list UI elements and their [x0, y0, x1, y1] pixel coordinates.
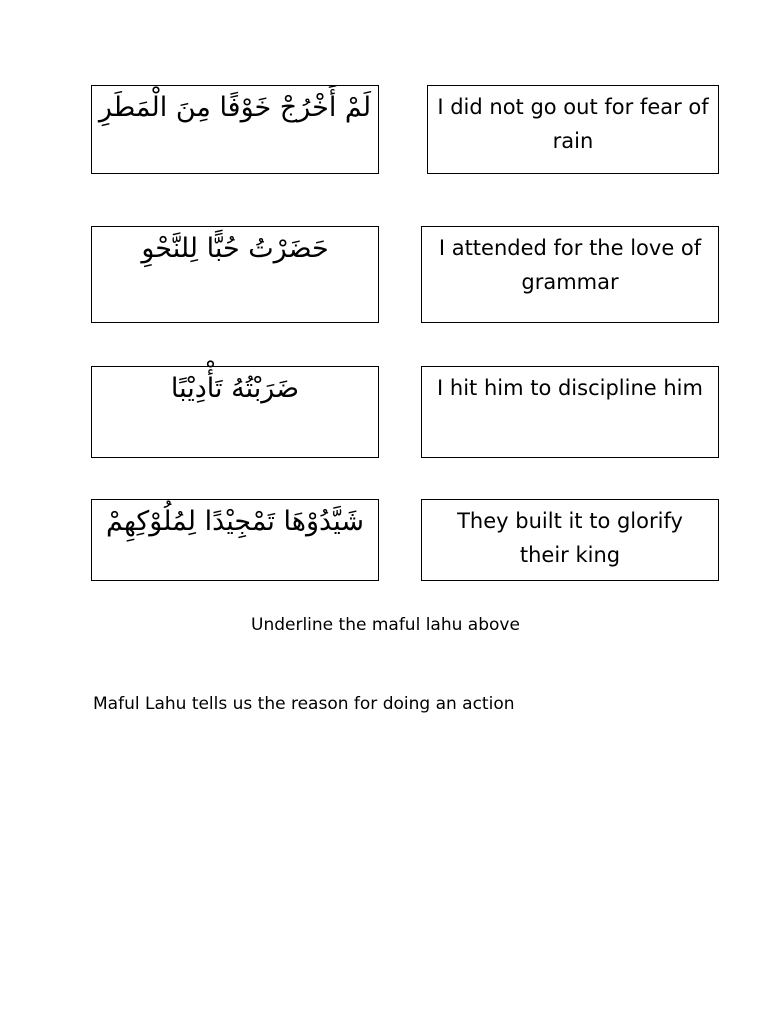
arabic-sentence-box-4 — [91, 499, 379, 581]
instruction-text: Underline the maful lahu above — [251, 615, 520, 635]
english-translation-box-3 — [421, 366, 719, 458]
english-translation-box-2 — [421, 226, 719, 323]
arabic-sentence-box-3 — [91, 366, 379, 458]
arabic-sentence-box-1 — [91, 85, 379, 174]
arabic-sentence-4: شَيَّدُوْهَا تَمْجِيْدًا لِمُلُوْكِهِمْ — [106, 506, 364, 537]
arabic-sentence-box-2 — [91, 226, 379, 323]
english-translation-box-4 — [421, 499, 719, 581]
english-translation-3: I hit him to discipline him — [437, 376, 703, 400]
arabic-sentence-3: ضَرَبْتُهُ تَأْدِيْبًا — [170, 373, 300, 404]
english-translation-4: They built it to glorify their king — [457, 509, 683, 567]
arabic-sentence-2: حَضَرْتُ حُبًّا لِلنَّحْوِ — [141, 233, 329, 264]
arabic-sentence-1: لَمْ أَخْرُجْ خَوْفًا مِنَ الْمَطَرِ — [98, 92, 372, 123]
english-translation-2: I attended for the love of grammar — [438, 236, 702, 294]
english-translation-1: I did not go out for fear of rain — [437, 95, 709, 153]
definition-text: Maful Lahu tells us the reason for doing an action — [93, 694, 515, 714]
english-translation-box-1 — [427, 85, 719, 174]
